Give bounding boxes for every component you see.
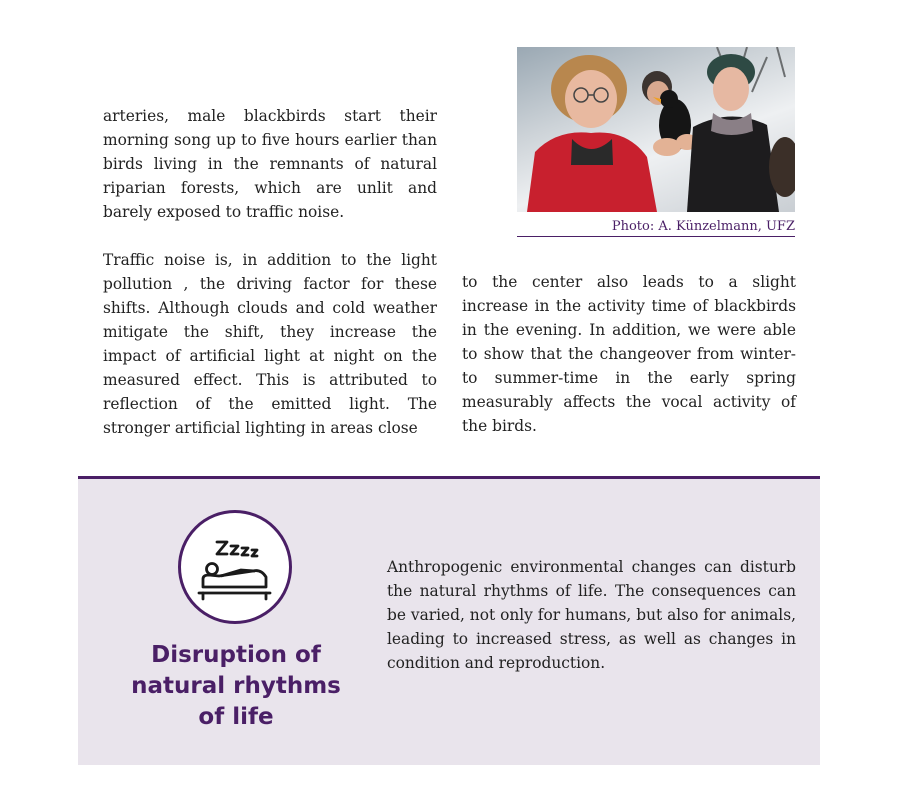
box-title [118, 640, 354, 733]
info-box [78, 476, 820, 765]
icon-circle [178, 510, 292, 624]
box-text: Anthropogenic environmental changes can disturb the natural rhythms of life. The consequences can be varied, not only for humans, but also for animals, leading to increased stress, as well as changes in condition and reproduction. [387, 558, 796, 672]
researchers-with-blackbird-photo [517, 47, 795, 212]
sleeping-person-icon [181, 513, 288, 620]
box-title-line-3: of life [198, 704, 274, 730]
photo-caption: Photo: A. Künzelmann, UFZ [517, 219, 795, 237]
right-paragraph: to the center also leads to a slight increase in the activity time of blackbirds in the evening. In addition, we were able to show that the changeover from winter- to summer-time in the early spring measurably affects the vocal activity of the birds. [462, 273, 796, 435]
box-title-line-1: Disruption of [151, 642, 321, 668]
left-paragraph-1: arteries, male blackbirds start their morning song up to five hours earlier than birds living in the remnants of natural riparian forests, which are unlit and barely exposed to traffic noise. [103, 107, 437, 221]
photo-illustration [517, 47, 795, 212]
left-paragraph-2: Traffic noise is, in addition to the light pollution , the driving factor for these shifts. Although clouds and cold weather mitigate the shift, they increase the impact of artificial light at night on the measured effect. This is attributed to reflection of the emitted light. The stronger artificial lighting in areas close [103, 251, 437, 437]
box-title-line-2: natural rhythms [131, 673, 341, 699]
left-column [103, 104, 437, 440]
